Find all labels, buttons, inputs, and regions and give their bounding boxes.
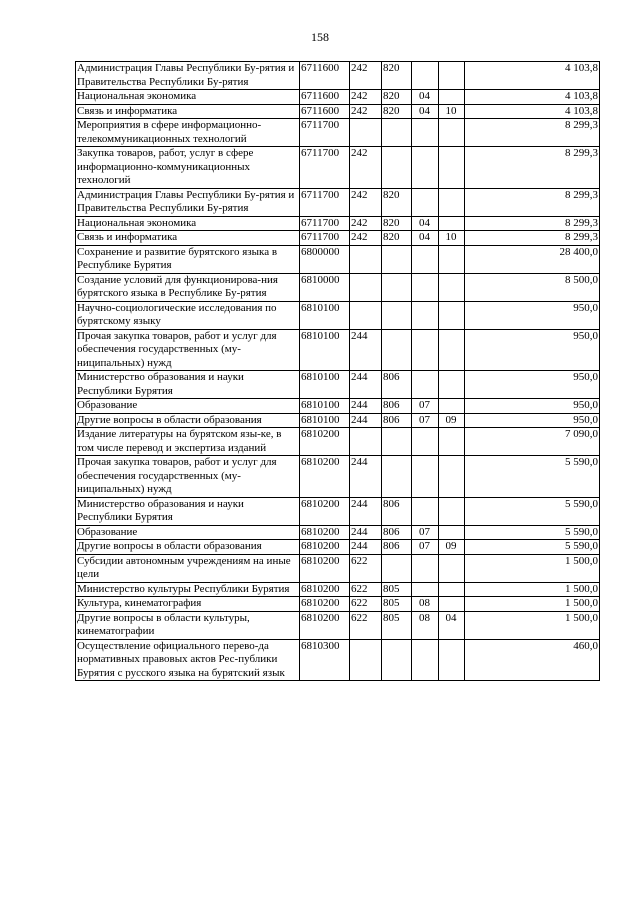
row-section [412,188,439,216]
row-amount: 1 500,0 [465,582,600,597]
row-budget-manager: 806 [382,540,412,555]
row-name: Образование [76,399,300,414]
row-name: Прочая закупка товаров, работ и услуг для обеспечения государственных (му-ниципальных) нужд [76,329,300,371]
row-name: Министерство образования и науки Республики Бурятия [76,497,300,525]
row-budget-manager [382,428,412,456]
row-amount: 28 400,0 [465,245,600,273]
row-budget-manager: 806 [382,399,412,414]
row-expense-type: 242 [350,147,382,189]
row-section [412,554,439,582]
table-row [76,273,600,301]
row-amount: 7 090,0 [465,428,600,456]
row-target-article: 6810200 [300,597,350,612]
row-section [412,147,439,189]
row-budget-manager: 820 [382,104,412,119]
row-expense-type: 622 [350,611,382,639]
row-name: Научно-социологические исследования по бурятскому языку [76,301,300,329]
row-section: 07 [412,413,439,428]
table-row [76,597,600,612]
row-subsection [439,245,465,273]
row-section [412,62,439,90]
row-budget-manager: 820 [382,231,412,246]
row-section [412,639,439,681]
row-target-article: 6810300 [300,639,350,681]
row-section [412,329,439,371]
table-row [76,525,600,540]
row-expense-type: 244 [350,456,382,498]
row-subsection [439,525,465,540]
row-section [412,119,439,147]
row-name: Закупка товаров, работ, услуг в сфере информационно-коммуникационных технологий [76,147,300,189]
row-amount: 950,0 [465,371,600,399]
row-section [412,371,439,399]
row-expense-type: 244 [350,371,382,399]
row-budget-manager [382,301,412,329]
row-target-article: 6800000 [300,245,350,273]
table-row [76,119,600,147]
row-subsection: 10 [439,104,465,119]
row-target-article: 6810200 [300,554,350,582]
row-amount: 5 590,0 [465,497,600,525]
row-budget-manager: 806 [382,413,412,428]
row-target-article: 6810200 [300,611,350,639]
table-row [76,90,600,105]
row-amount: 460,0 [465,639,600,681]
row-expense-type: 244 [350,525,382,540]
row-section [412,582,439,597]
row-section: 04 [412,216,439,231]
row-budget-manager [382,273,412,301]
row-amount: 950,0 [465,399,600,414]
table-row [76,188,600,216]
row-subsection [439,497,465,525]
row-expense-type: 244 [350,540,382,555]
row-name: Субсидии автономным учреждениям на иные цели [76,554,300,582]
row-subsection [439,554,465,582]
row-subsection [439,329,465,371]
row-target-article: 6711700 [300,119,350,147]
row-target-article: 6810100 [300,301,350,329]
row-target-article: 6810100 [300,413,350,428]
row-subsection [439,119,465,147]
row-section: 07 [412,540,439,555]
row-subsection [439,301,465,329]
row-budget-manager: 820 [382,62,412,90]
row-name: Сохранение и развитие бурятского языка в Республике Бурятия [76,245,300,273]
row-section: 07 [412,525,439,540]
page-number: 158 [311,30,329,44]
row-section: 08 [412,597,439,612]
row-subsection: 04 [439,611,465,639]
row-target-article: 6711700 [300,216,350,231]
row-subsection: 09 [439,413,465,428]
row-subsection [439,456,465,498]
table-row [76,428,600,456]
row-expense-type [350,639,382,681]
row-expense-type [350,245,382,273]
row-name: Другие вопросы в области образования [76,540,300,555]
row-budget-manager [382,456,412,498]
table-row [76,497,600,525]
row-name: Министерство культуры Республики Бурятия [76,582,300,597]
row-section: 04 [412,90,439,105]
table-row [76,62,600,90]
row-name: Администрация Главы Республики Бу-рятия и Правительства Республики Бу-рятия [76,188,300,216]
row-amount: 1 500,0 [465,554,600,582]
row-expense-type: 242 [350,188,382,216]
table-row [76,540,600,555]
row-target-article: 6810200 [300,525,350,540]
row-target-article: 6810200 [300,428,350,456]
table-row [76,301,600,329]
row-budget-manager: 820 [382,90,412,105]
row-amount: 8 299,3 [465,231,600,246]
row-target-article: 6711600 [300,90,350,105]
row-expense-type: 242 [350,90,382,105]
row-subsection [439,273,465,301]
row-subsection [439,399,465,414]
row-subsection [439,216,465,231]
row-subsection: 10 [439,231,465,246]
row-section [412,456,439,498]
row-subsection [439,62,465,90]
row-amount: 8 299,3 [465,147,600,189]
row-expense-type: 242 [350,216,382,231]
row-budget-manager: 806 [382,497,412,525]
row-budget-manager: 805 [382,582,412,597]
row-name: Национальная экономика [76,90,300,105]
row-amount: 5 590,0 [465,525,600,540]
row-section: 08 [412,611,439,639]
row-budget-manager: 806 [382,371,412,399]
row-budget-manager [382,245,412,273]
row-amount: 8 299,3 [465,188,600,216]
row-expense-type: 242 [350,62,382,90]
row-amount: 1 500,0 [465,597,600,612]
row-section [412,428,439,456]
row-target-article: 6810000 [300,273,350,301]
row-subsection [439,597,465,612]
row-section: 04 [412,104,439,119]
row-target-article: 6711600 [300,104,350,119]
row-amount: 8 299,3 [465,216,600,231]
row-target-article: 6810100 [300,371,350,399]
row-expense-type: 242 [350,231,382,246]
table-row [76,639,600,681]
row-subsection [439,639,465,681]
row-target-article: 6810200 [300,582,350,597]
row-name: Администрация Главы Республики Бу-рятия и Правительства Республики Бу-рятия [76,62,300,90]
row-budget-manager: 805 [382,611,412,639]
row-section: 07 [412,399,439,414]
row-name: Мероприятия в сфере информационно-телекоммуникационных технологий [76,119,300,147]
row-target-article: 6810100 [300,399,350,414]
row-subsection [439,147,465,189]
row-expense-type: 622 [350,597,382,612]
table-row [76,582,600,597]
row-amount: 1 500,0 [465,611,600,639]
row-amount: 4 103,8 [465,104,600,119]
row-subsection [439,371,465,399]
row-subsection [439,90,465,105]
table-row [76,231,600,246]
row-name: Другие вопросы в области культуры, кинематографии [76,611,300,639]
row-budget-manager [382,119,412,147]
row-target-article: 6810100 [300,329,350,371]
row-name: Образование [76,525,300,540]
row-name: Связь и информатика [76,104,300,119]
row-amount: 4 103,8 [465,62,600,90]
row-expense-type [350,428,382,456]
row-budget-manager: 820 [382,188,412,216]
row-name: Осуществление официального перево-да нормативных правовых актов Рес-публики Бурятия с русского языка на бурятский язык [76,639,300,681]
row-name: Культура, кинематография [76,597,300,612]
row-expense-type: 242 [350,104,382,119]
table-row [76,611,600,639]
row-name: Министерство образования и науки Республики Бурятия [76,371,300,399]
row-budget-manager: 805 [382,597,412,612]
row-subsection [439,582,465,597]
row-name: Прочая закупка товаров, работ и услуг для обеспечения государственных (му-ниципальных) нужд [76,456,300,498]
row-name: Издание литературы на бурятском язы-ке, в том числе перевод и экспертиза изданий [76,428,300,456]
table-row [76,329,600,371]
row-target-article: 6810200 [300,540,350,555]
table-row [76,147,600,189]
row-amount: 4 103,8 [465,90,600,105]
row-subsection [439,188,465,216]
row-subsection [439,428,465,456]
row-expense-type [350,273,382,301]
table-row [76,456,600,498]
row-name: Другие вопросы в области образования [76,413,300,428]
row-expense-type: 244 [350,329,382,371]
row-subsection: 09 [439,540,465,555]
row-section [412,497,439,525]
row-expense-type: 244 [350,497,382,525]
row-budget-manager: 820 [382,216,412,231]
table-row [76,371,600,399]
row-target-article: 6810200 [300,456,350,498]
row-budget-manager: 806 [382,525,412,540]
row-expense-type [350,119,382,147]
budget-table-body [76,62,600,681]
table-row [76,216,600,231]
row-section [412,273,439,301]
row-amount: 5 590,0 [465,540,600,555]
row-section: 04 [412,231,439,246]
row-budget-manager [382,554,412,582]
row-expense-type: 244 [350,399,382,414]
table-row [76,399,600,414]
row-amount: 5 590,0 [465,456,600,498]
row-expense-type: 622 [350,554,382,582]
row-target-article: 6810200 [300,497,350,525]
row-amount: 8 500,0 [465,273,600,301]
row-target-article: 6711700 [300,231,350,246]
row-target-article: 6711600 [300,62,350,90]
row-expense-type: 244 [350,413,382,428]
row-amount: 8 299,3 [465,119,600,147]
row-target-article: 6711700 [300,147,350,189]
row-amount: 950,0 [465,413,600,428]
row-target-article: 6711700 [300,188,350,216]
row-amount: 950,0 [465,329,600,371]
row-section [412,245,439,273]
table-row [76,245,600,273]
row-budget-manager [382,329,412,371]
row-name: Создание условий для функционирова-ния бурятского языка в Республике Бу-рятия [76,273,300,301]
table-row [76,413,600,428]
row-section [412,301,439,329]
row-expense-type: 622 [350,582,382,597]
row-amount: 950,0 [465,301,600,329]
row-name: Связь и информатика [76,231,300,246]
row-name: Национальная экономика [76,216,300,231]
table-row [76,104,600,119]
row-budget-manager [382,147,412,189]
budget-table [75,61,600,681]
table-row [76,554,600,582]
row-budget-manager [382,639,412,681]
row-expense-type [350,301,382,329]
